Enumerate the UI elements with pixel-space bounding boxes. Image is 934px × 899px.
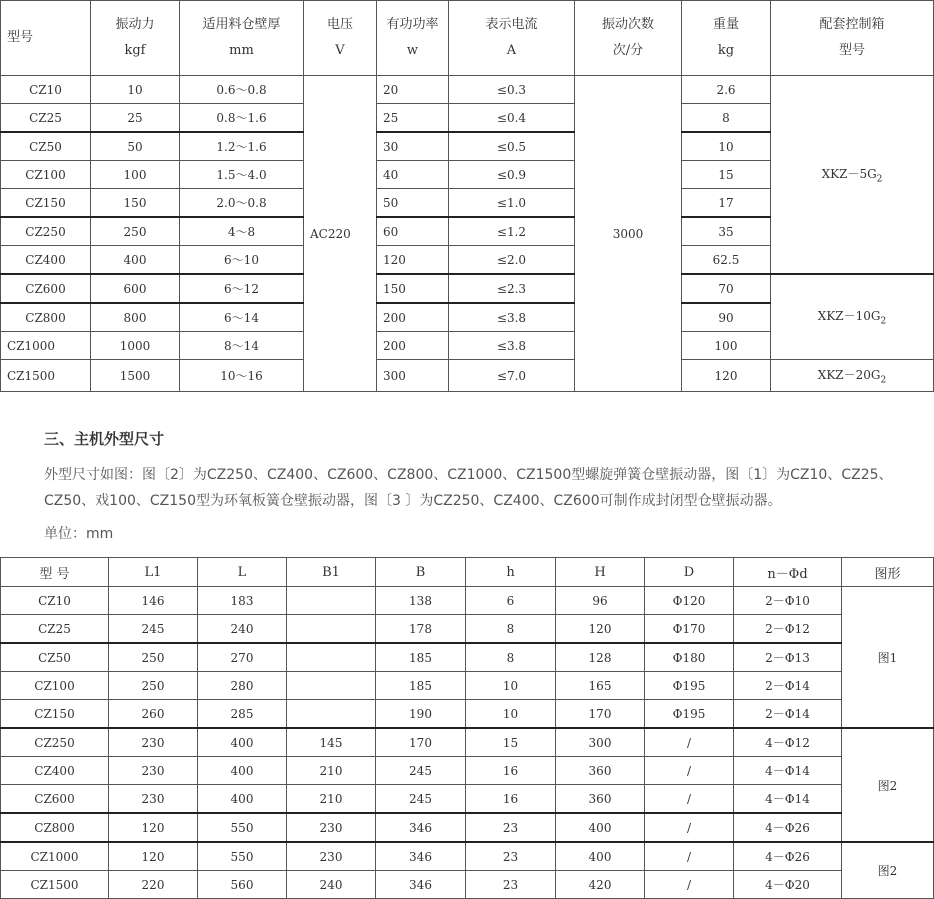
header-power	[377, 1, 449, 76]
dim-L: 550	[198, 813, 287, 842]
dim-h: 10	[466, 672, 556, 700]
ctrl-model: XKZ－20G	[817, 367, 881, 382]
dim-model: CZ100	[1, 672, 109, 700]
dim-B1: 210	[287, 785, 376, 814]
header-current-unit: A	[506, 43, 517, 58]
header-current-label: 表示电流	[485, 17, 538, 32]
dim-nd: 2－Φ14	[734, 700, 842, 729]
dim-row	[1, 587, 934, 615]
dim-row	[1, 672, 934, 700]
dim-model: CZ1500	[1, 871, 109, 899]
dim-model: CZ50	[1, 643, 109, 672]
dim-row	[1, 871, 934, 899]
dim-L: 400	[198, 728, 287, 757]
cell-wall: 8～14	[180, 332, 304, 360]
cell-wall: 6～10	[180, 246, 304, 275]
cell-power: 40	[377, 161, 449, 189]
header-weight	[682, 1, 771, 76]
cell-model: CZ10	[1, 76, 91, 104]
dim-row	[1, 785, 934, 814]
dim-header-cell: B1	[287, 558, 376, 587]
cell-model: CZ400	[1, 246, 91, 275]
dim-header-cell: L1	[109, 558, 198, 587]
dim-B: 138	[376, 587, 466, 615]
cell-power: 120	[377, 246, 449, 275]
cell-current: ≤0.3	[449, 76, 575, 104]
section-title: 三、主机外型尺寸	[44, 430, 165, 448]
dim-header-cell: D	[645, 558, 734, 587]
cell-force: 400	[91, 246, 180, 275]
cell-force: 1000	[91, 332, 180, 360]
dim-figure: 图1	[842, 587, 934, 729]
cell-current: ≤0.9	[449, 161, 575, 189]
cell-model: CZ800	[1, 303, 91, 332]
cell-wall: 6～14	[180, 303, 304, 332]
cell-current: ≤3.8	[449, 332, 575, 360]
dim-h: 8	[466, 643, 556, 672]
dim-header-cell: L	[198, 558, 287, 587]
dim-L1: 250	[109, 643, 198, 672]
dim-B1: 230	[287, 842, 376, 871]
header-wall-unit: mm	[229, 43, 254, 58]
cell-model: CZ50	[1, 132, 91, 161]
dim-L1: 250	[109, 672, 198, 700]
dim-nd: 4－Φ14	[734, 785, 842, 814]
dim-B1	[287, 587, 376, 615]
dim-D: Φ195	[645, 700, 734, 729]
header-weight-unit: kg	[717, 43, 735, 58]
ctrl-sub: 2	[876, 174, 883, 185]
dim-row	[1, 813, 934, 842]
cell-force: 800	[91, 303, 180, 332]
spec-row	[1, 76, 934, 104]
cell-wall: 4～8	[180, 217, 304, 246]
cell-force: 250	[91, 217, 180, 246]
dim-L: 560	[198, 871, 287, 899]
dim-D: Φ180	[645, 643, 734, 672]
dim-nd: 4－Φ26	[734, 842, 842, 871]
dim-B: 185	[376, 643, 466, 672]
cell-wall: 2.0～0.8	[180, 189, 304, 218]
cell-wall: 6～12	[180, 274, 304, 303]
dim-h: 10	[466, 700, 556, 729]
dim-B1: 145	[287, 728, 376, 757]
dim-H: 170	[556, 700, 645, 729]
cell-current: ≤1.0	[449, 189, 575, 218]
dim-D: /	[645, 871, 734, 899]
dim-B: 245	[376, 785, 466, 814]
spec-table	[0, 0, 934, 392]
dim-B: 170	[376, 728, 466, 757]
dim-B1: 240	[287, 871, 376, 899]
cell-power: 300	[377, 360, 449, 392]
dim-B1	[287, 672, 376, 700]
dim-header-cell: h	[466, 558, 556, 587]
dim-L: 240	[198, 615, 287, 644]
ctrl-model: XKZ－5G	[821, 166, 877, 181]
header-force-label: 振动力	[115, 17, 155, 32]
dim-model: CZ250	[1, 728, 109, 757]
dim-row	[1, 728, 934, 757]
dim-model: CZ10	[1, 587, 109, 615]
dim-row	[1, 842, 934, 871]
spec-header-row	[1, 1, 934, 76]
dim-B: 346	[376, 813, 466, 842]
cell-current: ≤3.8	[449, 303, 575, 332]
dim-H: 96	[556, 587, 645, 615]
dim-header-cell: 型 号	[1, 558, 109, 587]
dim-row	[1, 615, 934, 644]
cell-power: 30	[377, 132, 449, 161]
dim-H: 300	[556, 728, 645, 757]
cell-power: 60	[377, 217, 449, 246]
header-force-unit: kgf	[124, 43, 146, 58]
dim-L1: 245	[109, 615, 198, 644]
dim-h: 8	[466, 615, 556, 644]
cell-weight: 35	[682, 217, 771, 246]
dim-L: 280	[198, 672, 287, 700]
dim-header-cell: 图形	[842, 558, 934, 587]
cell-weight: 62.5	[682, 246, 771, 275]
dim-L: 183	[198, 587, 287, 615]
dim-H: 120	[556, 615, 645, 644]
cell-weight: 8	[682, 104, 771, 133]
cell-power: 50	[377, 189, 449, 218]
dim-h: 16	[466, 757, 556, 785]
cell-model: CZ250	[1, 217, 91, 246]
dim-model: CZ400	[1, 757, 109, 785]
cell-force: 10	[91, 76, 180, 104]
cell-wall: 0.8～1.6	[180, 104, 304, 133]
cell-wall: 1.5～4.0	[180, 161, 304, 189]
dim-h: 23	[466, 842, 556, 871]
cell-ctrl	[771, 360, 934, 392]
dim-row	[1, 643, 934, 672]
header-voltage-label: 电压	[326, 17, 353, 32]
dim-B: 190	[376, 700, 466, 729]
cell-weight: 100	[682, 332, 771, 360]
header-freq-label: 振动次数	[601, 17, 654, 32]
dim-B1: 230	[287, 813, 376, 842]
cell-weight: 2.6	[682, 76, 771, 104]
dim-B: 346	[376, 871, 466, 899]
dim-nd: 4－Φ20	[734, 871, 842, 899]
cell-weight: 90	[682, 303, 771, 332]
header-power-label: 有功功率	[386, 17, 439, 32]
dim-B1	[287, 700, 376, 729]
ctrl-sub: 2	[880, 316, 887, 327]
header-ctrl	[771, 1, 934, 76]
cell-voltage: AC220	[304, 76, 377, 392]
cell-force: 50	[91, 132, 180, 161]
dim-h: 23	[466, 871, 556, 899]
unit-label: 单位：mm	[44, 526, 114, 542]
cell-wall: 0.6～0.8	[180, 76, 304, 104]
dim-B: 178	[376, 615, 466, 644]
dim-L1: 230	[109, 728, 198, 757]
dim-model: CZ600	[1, 785, 109, 814]
dim-D: Φ195	[645, 672, 734, 700]
header-voltage-unit: V	[335, 43, 345, 58]
cell-power: 20	[377, 76, 449, 104]
header-ctrl-label: 配套控制箱	[819, 17, 885, 32]
cell-power: 150	[377, 274, 449, 303]
dim-B: 185	[376, 672, 466, 700]
cell-force: 150	[91, 189, 180, 218]
dim-header-cell: B	[376, 558, 466, 587]
dim-L1: 120	[109, 813, 198, 842]
dim-D: Φ120	[645, 587, 734, 615]
header-current	[449, 1, 575, 76]
dim-row	[1, 757, 934, 785]
cell-model: CZ1000	[1, 332, 91, 360]
dim-B1	[287, 615, 376, 644]
dim-D: /	[645, 757, 734, 785]
cell-power: 200	[377, 303, 449, 332]
dim-L: 285	[198, 700, 287, 729]
dim-nd: 4－Φ12	[734, 728, 842, 757]
cell-current: ≤0.5	[449, 132, 575, 161]
dim-header-cell: n－Φd	[734, 558, 842, 587]
dim-D: Φ170	[645, 615, 734, 644]
dimension-table	[0, 557, 934, 899]
cell-force: 25	[91, 104, 180, 133]
spec-row	[1, 360, 934, 392]
dim-B: 346	[376, 842, 466, 871]
dim-nd: 2－Φ12	[734, 615, 842, 644]
cell-ctrl	[771, 76, 934, 275]
dim-header-row	[1, 558, 934, 587]
dim-L: 550	[198, 842, 287, 871]
dim-h: 6	[466, 587, 556, 615]
dim-L1: 220	[109, 871, 198, 899]
cell-model: CZ100	[1, 161, 91, 189]
dim-D: /	[645, 842, 734, 871]
dim-D: /	[645, 785, 734, 814]
dim-H: 360	[556, 785, 645, 814]
cell-model: CZ150	[1, 189, 91, 218]
cell-current: ≤1.2	[449, 217, 575, 246]
cell-model: CZ1500	[1, 360, 91, 392]
cell-model: CZ25	[1, 104, 91, 133]
dim-nd: 2－Φ10	[734, 587, 842, 615]
dim-L1: 230	[109, 785, 198, 814]
dim-row	[1, 700, 934, 729]
header-ctrl-unit: 型号	[838, 43, 865, 58]
dim-h: 23	[466, 813, 556, 842]
dim-h: 16	[466, 785, 556, 814]
dim-L1: 260	[109, 700, 198, 729]
dim-model: CZ800	[1, 813, 109, 842]
cell-model: CZ600	[1, 274, 91, 303]
dim-D: /	[645, 728, 734, 757]
dim-L: 400	[198, 757, 287, 785]
dim-nd: 2－Φ14	[734, 672, 842, 700]
header-weight-label: 重量	[712, 17, 739, 32]
dim-h: 15	[466, 728, 556, 757]
cell-wall: 1.2～1.6	[180, 132, 304, 161]
dim-H: 165	[556, 672, 645, 700]
dim-B1: 210	[287, 757, 376, 785]
dim-B1	[287, 643, 376, 672]
cell-current: ≤2.3	[449, 274, 575, 303]
dim-L1: 120	[109, 842, 198, 871]
cell-force: 100	[91, 161, 180, 189]
cell-ctrl	[771, 274, 934, 360]
cell-freq: 3000	[575, 76, 682, 392]
header-power-unit: w	[406, 43, 419, 58]
header-force	[91, 1, 180, 76]
cell-weight: 120	[682, 360, 771, 392]
dim-H: 400	[556, 813, 645, 842]
header-wall	[180, 1, 304, 76]
dim-B: 245	[376, 757, 466, 785]
cell-force: 600	[91, 274, 180, 303]
dim-model: CZ1000	[1, 842, 109, 871]
dim-L1: 146	[109, 587, 198, 615]
cell-current: ≤2.0	[449, 246, 575, 275]
cell-power: 25	[377, 104, 449, 133]
cell-force: 1500	[91, 360, 180, 392]
header-voltage	[304, 1, 377, 76]
dim-H: 360	[556, 757, 645, 785]
cell-weight: 70	[682, 274, 771, 303]
dim-nd: 2－Φ13	[734, 643, 842, 672]
cell-weight: 15	[682, 161, 771, 189]
header-wall-label: 适用料仓壁厚	[202, 17, 281, 32]
cell-weight: 17	[682, 189, 771, 218]
dim-H: 128	[556, 643, 645, 672]
dim-L1: 230	[109, 757, 198, 785]
dim-H: 420	[556, 871, 645, 899]
dim-model: CZ25	[1, 615, 109, 644]
spec-row	[1, 274, 934, 303]
dim-nd: 4－Φ14	[734, 757, 842, 785]
header-freq-unit: 次/分	[612, 43, 644, 58]
ctrl-model: XKZ－10G	[817, 309, 881, 324]
dim-H: 400	[556, 842, 645, 871]
dim-L: 270	[198, 643, 287, 672]
description-paragraph: 外型尺寸如图：图〔2〕为CZ250、CZ400、CZ600、CZ800、CZ1000、CZ1500型螺旋弹簧仓壁振动器，图〔1〕为CZ10、CZ25、CZ50、戏100、CZ150型为环氧板簧仓壁振动器，图〔3 〕为CZ250、CZ400、CZ600可制作成封闭型仓壁振动器。	[44, 467, 893, 509]
dim-nd: 4－Φ26	[734, 813, 842, 842]
dim-L: 400	[198, 785, 287, 814]
dim-figure: 图2	[842, 842, 934, 899]
ctrl-sub: 2	[880, 375, 887, 386]
dim-figure: 图2	[842, 728, 934, 842]
cell-current: ≤7.0	[449, 360, 575, 392]
cell-power: 200	[377, 332, 449, 360]
dim-model: CZ150	[1, 700, 109, 729]
cell-current: ≤0.4	[449, 104, 575, 133]
cell-weight: 10	[682, 132, 771, 161]
header-model: 型号	[1, 1, 91, 76]
header-freq	[575, 1, 682, 76]
dim-D: /	[645, 813, 734, 842]
cell-wall: 10～16	[180, 360, 304, 392]
dim-header-cell: H	[556, 558, 645, 587]
